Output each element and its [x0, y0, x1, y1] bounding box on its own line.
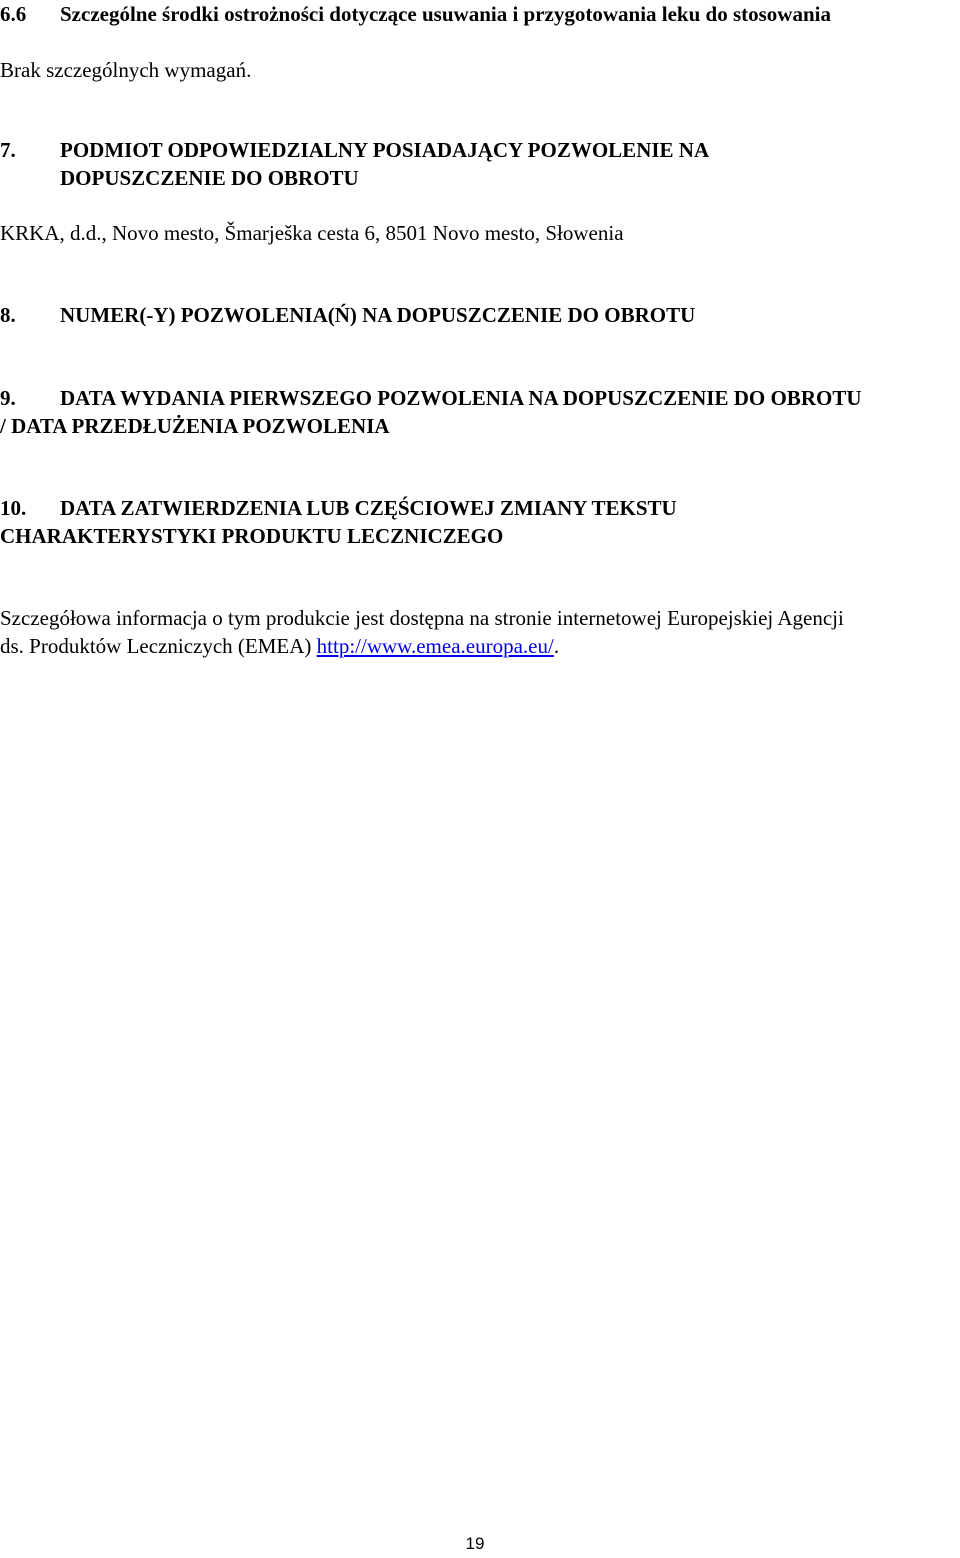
section-10-heading [0, 494, 960, 550]
section-7-body: KRKA, d.d., Novo mesto, Šmarješka cesta 6, 8501 Novo mesto, Słowenia [0, 221, 624, 245]
section-10-info [0, 604, 960, 660]
page-number: 19 [465, 1534, 485, 1553]
section-title-line: DATA ZATWIERDZENIA LUB CZĘŚCIOWEJ ZMIANY TEKSTU [60, 496, 677, 520]
info-line: Szczegółowa informacja o tym produkcie jest dostępna na stronie internetowej Europejskiej Agencji [0, 606, 844, 630]
section-number: 10. [0, 496, 27, 520]
info-prefix: ds. Produktów Leczniczych (EMEA) [0, 634, 317, 658]
section-number: 7. [0, 138, 16, 162]
section-title [0, 384, 960, 440]
section-title-line: DOPUSZCZENIE DO OBROTU [60, 166, 359, 190]
section-7-heading [0, 136, 960, 192]
info-line [0, 632, 960, 660]
section-8-heading [0, 301, 960, 329]
section-number: 9. [0, 386, 16, 410]
section-9-heading [0, 384, 960, 440]
section-title-line: DATA WYDANIA PIERWSZEGO POZWOLENIA NA DOPUSZCZENIE DO OBROTU [60, 386, 862, 410]
emea-website-link[interactable]: http://www.emea.europa.eu/ [316, 634, 554, 658]
section-number: 8. [0, 303, 16, 327]
section-6-6-body: Brak szczególnych wymagań. [0, 58, 252, 82]
section-6-6-heading [0, 0, 960, 28]
info-suffix: . [553, 634, 560, 658]
section-title [60, 136, 960, 192]
section-title-line: PODMIOT ODPOWIEDZIALNY POSIADAJĄCY POZWOLENIE NA [60, 138, 710, 162]
section-title: Szczególne środki ostrożności dotyczące usuwania i przygotowania leku do stosowania [60, 2, 831, 26]
section-title-line: CHARAKTERYSTYKI PRODUKTU LECZNICZEGO [0, 524, 504, 548]
section-title: NUMER(-Y) POZWOLENIA(Ń) NA DOPUSZCZENIE DO OBROTU [60, 303, 696, 327]
section-title-line: / DATA PRZEDŁUŻENIA POZWOLENIA [0, 414, 390, 438]
section-number: 6.6 [0, 2, 27, 26]
